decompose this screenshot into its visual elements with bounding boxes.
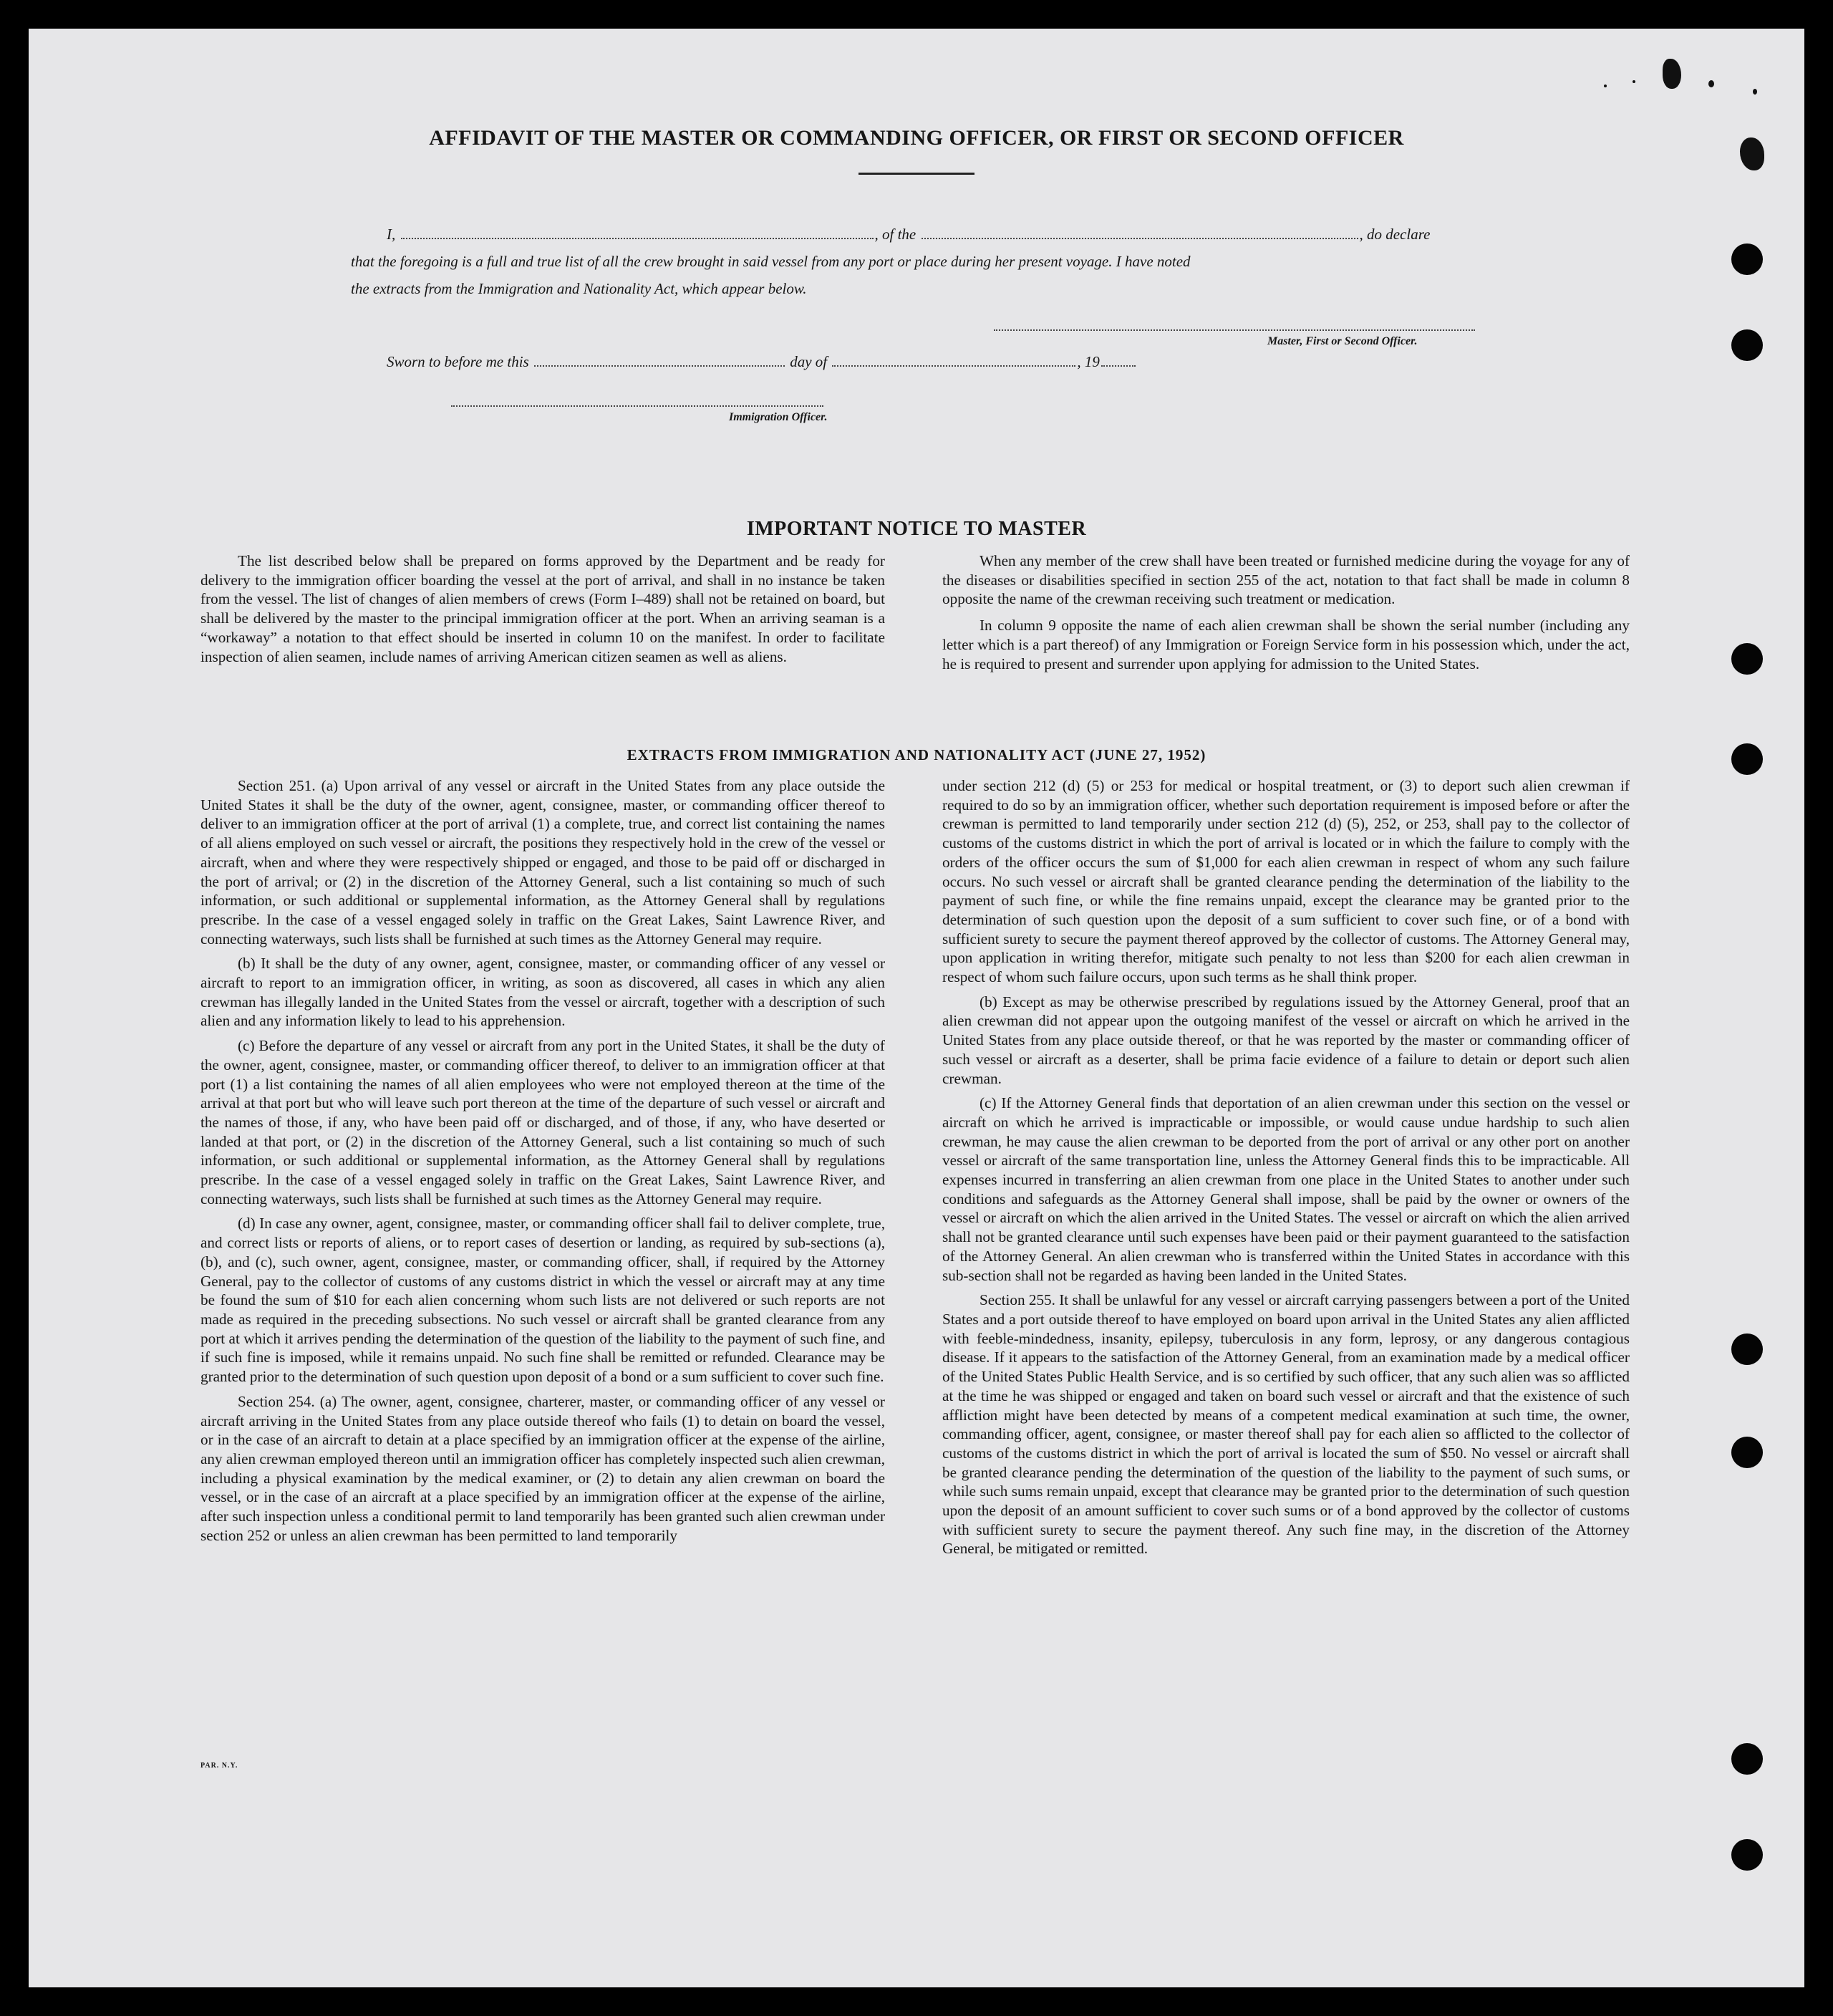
title-underline — [859, 173, 974, 175]
master-signature-caption: Master, First or Second Officer. — [1267, 335, 1418, 347]
speck — [1604, 85, 1607, 87]
section-paragraph: under section 212 (d) (5) or 253 for medical or hospital treatment, or (3) to deport such alien crewman if required to do so by an immigration officer, whether such deportation requirement is imposed before or after the crewman is permitted to land temporarily under section 212 (d) (5), 252, or 253, shall pay to the collector of customs of the customs district in which the port of arrival is located or in which the failure to comply with the orders of the officer occurs the sum of $1,000 for each alien crewman in respect of whom any such failure occurs. No such vessel or aircraft shall be granted clearance pending the determination of the liability to the payment of such fine, or while the fine remains unpaid, except the clearance may be granted prior to the determination of such question upon the deposit of a sum sufficient to cover such fine, or of a bond with sufficient surety to secure the payment thereof approved by the collector of customs. The Attorney General may, upon application in writing therefor, mitigate such penalty to not less than $200 for each alien crewman in respect of whom such failure occurs, upon such terms as he shall think proper. — [942, 777, 1630, 986]
section-paragraph: (b) Except as may be otherwise prescribed by regulations issued by the Attorney General, proof that an alien crewman did not appear upon the outgoing manifest of the vessel or aircraft on which he arrived in the United States from any place outside thereof, or that he was reported by the master or commanding officer of such vessel or aircraft as a deserter, shall be prima facie evidence of a failure to detain or deport such alien crewman. — [942, 993, 1630, 1087]
year-prefix-label: , 19 — [1077, 353, 1100, 370]
section-paragraph: (b) It shall be the duty of any owner, agent, consignee, master, or commanding officer of any vessel or aircraft to report to an immigration officer, in writing, as soon as discovered, all cases in which any alien crewman has illegally landed in the United States from the vessel or aircraft, together with a description of such alien and any information likely to lead to his apprehension. — [200, 955, 885, 1030]
affidavit-statement-line-2: that the foregoing is a full and true list of all the crew brought in said vessel from any port or place during her present voyage. I have noted — [351, 253, 1191, 270]
sworn-date-blank-field[interactable] — [534, 354, 785, 367]
officer-signature-caption: Immigration Officer. — [729, 411, 828, 423]
affidavit-do-declare-label: , do declare — [1359, 226, 1431, 243]
section-paragraph: (c) Before the departure of any vessel or aircraft from any port in the United States, it shall be the duty of the owner, agent, consignee, master, or commanding officer thereof, to deliver to an immigration officer at that port (1) a list containing the names of all alien employees who were not employed thereon at the time of the arrival at that port but who will leave such port thereon at the time of the departure of such vessel or aircraft and the names of those, if any, who have been paid off or discharged, and of those, if any, who have deserted or landed at that port, or (2) in the discretion of the Attorney General, such a list containing so much of such information, or such additional or supplemental information, as the Attorney General shall by regulations prescribe. In the case of a vessel engaged solely in traffic on the Great Lakes, Saint Lawrence River, and connecting waterways, such lists shall be furnished at such times as the Attorney General may require. — [200, 1037, 885, 1207]
notice-left-column — [200, 551, 885, 673]
affidavit-of-the-label: , of the — [874, 226, 916, 243]
extracts-right-column — [942, 776, 1630, 1564]
punch-hole — [1731, 1743, 1763, 1775]
punch-hole — [1731, 1333, 1763, 1365]
year-blank-field[interactable] — [1101, 354, 1136, 367]
notice-title: IMPORTANT NOTICE TO MASTER — [746, 518, 1087, 540]
notice-right-column — [942, 551, 1630, 680]
vessel-blank-field[interactable] — [922, 226, 1358, 239]
notice-paragraph: In column 9 opposite the name of each alien crewman shall be shown the serial number (including any letter which is a part thereof) of any Immigration or Foreign Service form in his possession which, under the act, he is required to present and surrender upon applying for admission to the United States. — [942, 617, 1630, 672]
punch-hole — [1731, 243, 1763, 275]
section-paragraph: Section 254. (a) The owner, agent, consignee, charterer, master, or commanding officer of any vessel or aircraft arriving in the United States from any place outside thereof who fails (1) to detain on board the vessel, or in the case of an aircraft to detain at a place specified by an immigration officer at the expense of the airline, any alien crewman employed thereon until an immigration officer has completely inspected such alien crewman, including a physical examination by the medical examiner, or (2) to detain any alien crewman on board the vessel, or in the case of an aircraft at a place specified by an immigration officer at the expense of the airline, after such inspection unless a conditional permit to land temporarily has been granted such alien crewman under section 252 or unless an alien crewman has been permitted to land temporarily — [200, 1392, 885, 1544]
day-of-label: day of — [790, 353, 828, 370]
month-blank-field[interactable] — [832, 354, 1075, 367]
affidavit-declaration-line — [387, 221, 1430, 248]
notice-paragraph: When any member of the crew shall have been treated or furnished medicine during the voyage for any of the diseases or disabilities specified in section 255 of the act, notation to that fact shall be made in column 8 opposite the name of the crewman receiving such treatment or medication. — [942, 552, 1630, 608]
officer-signature-line[interactable] — [451, 405, 823, 407]
master-signature-line[interactable] — [994, 329, 1475, 331]
affidavit-i-label: I, — [387, 226, 396, 243]
section-paragraph: (c) If the Attorney General finds that deportation of an alien crewman under this section on the vessel or aircraft on which he arrived is impracticable or impossible, or would cause undue hardship to such alien crewman, he may cause the alien crewman to be deported from the port of arrival or any other port on another vessel or aircraft of the same transportation line, unless the Attorney General finds this to be impracticable. All expenses incurred in transferring an alien crewman from one place in the United States to another under such conditions and safeguards as the Attorney General shall impose, shall be paid by the owner or owners of the vessel or aircraft on which the alien arrived in the United States. The vessel or aircraft on which the alien arrived shall not be granted clearance until such expenses have been paid or their payment guaranteed to the satisfaction of the Attorney General. An alien crewman who is transferred within the United States in accordance with this sub-section shall not be regarded as having been landed in the United States. — [942, 1094, 1630, 1284]
affidavit-statement-line-3: the extracts from the Immigration and Nationality Act, which appear below. — [351, 280, 807, 297]
speck — [1753, 89, 1757, 95]
section-paragraph: Section 255. It shall be unlawful for any vessel or aircraft carrying passengers between a port of the United States and a port outside thereof to have employed on board upon arrival in the United States any alien afflicted with feeble-mindedness, insanity, epilepsy, tuberculosis in any form, leprosy, or any dangerous contagious disease. If it appears to the satisfaction of the Attorney General, from an examination made by a medical officer of the United States Public Health Service, and is so certified by such officer, that any such alien was so afflicted at the time he was shipped or engaged and taken on board such vessel or aircraft and that the existence of such affliction might have been detected by means of a competent medical examination at such time, the owner, commanding officer, agent, consignee, or master thereof shall pay for each alien so afflicted to the collector of customs of the customs district in which the port of arrival is located the sum of $50. No vessel or aircraft shall be granted clearance pending the determination of the question of the liability to the payment of such sums, or while such sums remain unpaid, except that clearance may be granted prior to the determination of such question upon the deposit of an amount sufficient to cover such sums or of a bond approved by the collector of customs with sufficient surety to secure the payment thereof. Any such fine may, in the discretion of the Attorney General, be mitigated or remitted. — [942, 1291, 1630, 1558]
affidavit-title: AFFIDAVIT OF THE MASTER OR COMMANDING OFFICER, OR FIRST OR SECOND OFFICER — [429, 126, 1404, 150]
document-page — [29, 29, 1804, 1987]
extracts-left-column — [200, 776, 885, 1550]
extracts-title: EXTRACTS FROM IMMIGRATION AND NATIONALITY ACT (JUNE 27, 1952) — [627, 746, 1206, 763]
punch-hole — [1731, 743, 1763, 775]
section-paragraph: Section 251. (a) Upon arrival of any vessel or aircraft in the United States from any place outside the United States it shall be the duty of the owner, agent, consignee, master, or commanding officer thereof to deliver to an immigration officer at the port of arrival (1) a complete, true, and correct list containing the names of all aliens employed on such vessel or aircraft, the positions they respectively hold in the crew of the vessel or aircraft, when and where they were respectively shipped or engaged, and those to be paid off or discharged in the port of arrival; or (2) in the discretion of the Attorney General, such a list containing so much of such information, or such additional or supplemental information, as the Attorney General shall by regulations prescribe. In the case of a vessel engaged solely in traffic on the Great Lakes, Saint Lawrence River, and connecting waterways, such lists shall be furnished at such times as the Attorney General may require. — [200, 777, 885, 947]
speck — [1633, 80, 1635, 83]
printer-mark: PAR. N.Y. — [200, 1762, 238, 1770]
sworn-label: Sworn to before me this — [387, 353, 529, 370]
name-blank-field[interactable] — [401, 226, 874, 239]
torn-hole-mark — [1740, 138, 1764, 170]
punch-hole — [1731, 1437, 1763, 1468]
speck — [1708, 80, 1714, 87]
punch-hole — [1731, 329, 1763, 361]
notice-paragraph: The list described below shall be prepared on forms approved by the Department and be ready for delivery to the immigration officer boarding the vessel at the port of arrival, and shall in no instance be taken from the vessel. The list of changes of alien members of crews (Form I–489) shall not be retained on board, but shall be delivered by the master to the principal immigration officer at the port. When an arriving seaman is a “workaway” a notation to that effect should be inserted in column 10 on the manifest. In order to facilitate inspection of alien seamen, include names of arriving American citizen seamen as well as aliens. — [200, 552, 885, 665]
punch-hole — [1731, 643, 1763, 675]
sworn-line — [387, 348, 1137, 375]
torn-hole-mark — [1663, 59, 1681, 89]
punch-hole — [1731, 1839, 1763, 1871]
section-paragraph: (d) In case any owner, agent, consignee, master, or commanding officer shall fail to deliver complete, true, and correct lists or reports of aliens, or to report cases of desertion or landing, as required by sub-sections (a), (b), and (c), such owner, agent, consignee, master, or commanding officer, shall, if required by the Attorney General, pay to the collector of customs of any customs district in which the vessel or aircraft may at any time be found the sum of $10 for each alien concerning whom such lists are not delivered or such reports are not made as required in the preceding subsections. No such vessel or aircraft shall be granted clearance from any port at which it arrives pending the determination of the question of the liability to the payment of such fine, and if such fine is imposed, while it remains unpaid. No such fine shall be remitted or refunded. Clearance may be granted prior to the determination of such question upon deposit of a bond or a sum sufficient to cover such fine. — [200, 1215, 885, 1386]
